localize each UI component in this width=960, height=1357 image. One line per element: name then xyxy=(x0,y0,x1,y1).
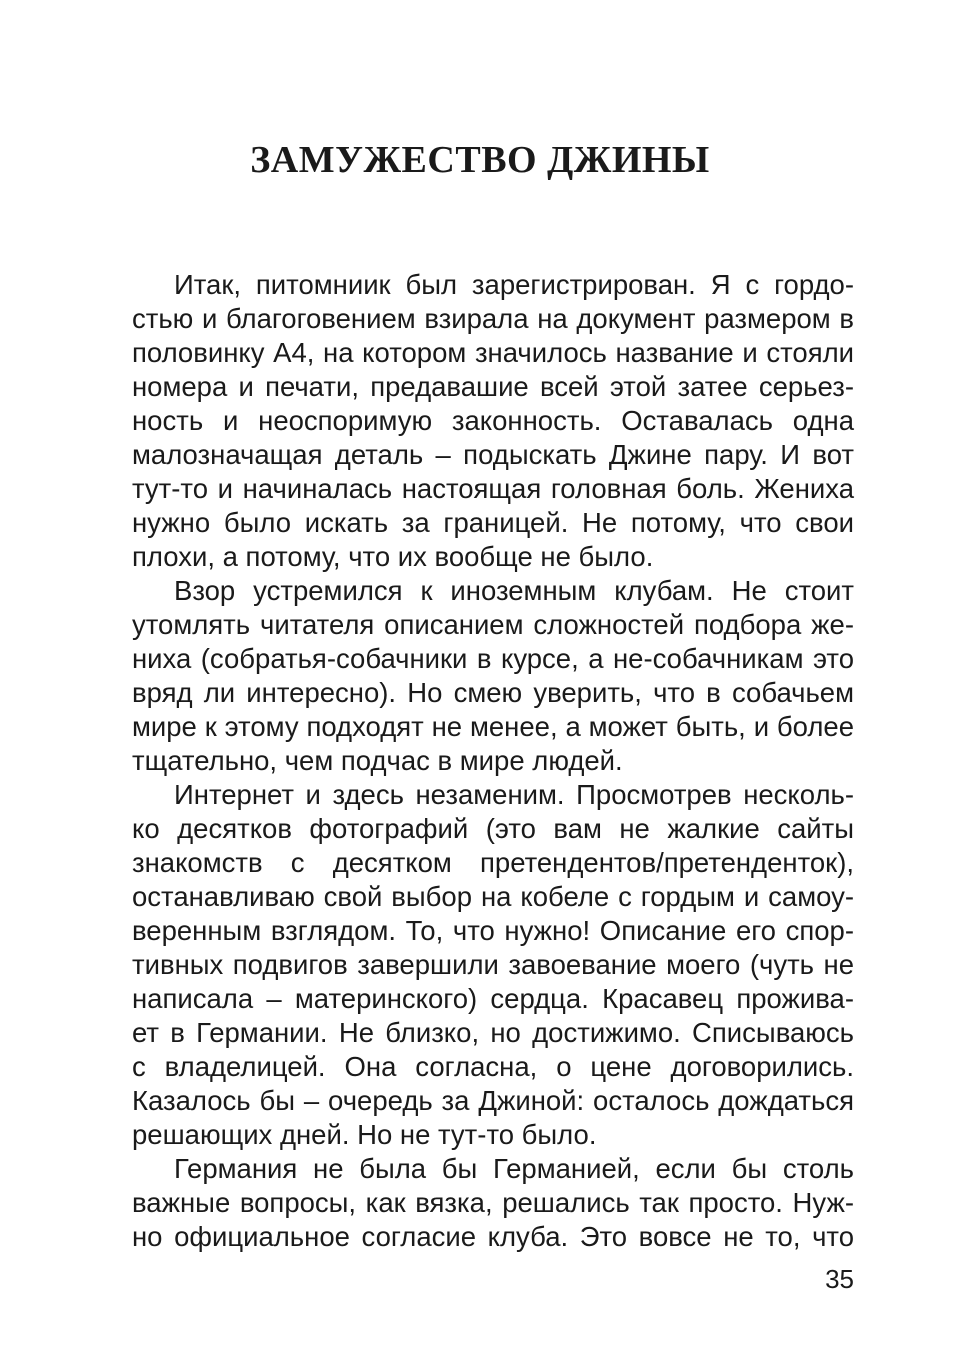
text-line: написала – материнского) сердца. Красавец прожива- xyxy=(132,983,854,1014)
text-line: знакомств с десятком претендентов/претенденток), xyxy=(132,847,854,878)
text-line: нужно было искать за границей. Не потому, что свои xyxy=(132,507,854,538)
text-line: тут-то и начиналась настоящая головная боль. Жениха xyxy=(132,473,854,504)
text-line: Германия не была бы Германией, если бы столь xyxy=(174,1153,854,1184)
text-line: важные вопросы, как вязка, решались так просто. Нуж- xyxy=(132,1187,854,1218)
text-line: ко десятков фотографий (это вам не жалкие сайты xyxy=(132,813,854,844)
text-line: Казалось бы – очередь за Джиной: осталось дождаться xyxy=(132,1085,854,1116)
text-line: номера и печати, предавашие всей этой затее серьез- xyxy=(132,371,854,402)
chapter-title: ЗАМУЖЕСТВО ДЖИНЫ xyxy=(250,139,710,181)
chapter-body xyxy=(132,268,854,1254)
text-line: малозначащая деталь – подыскать Джине пару. И вот xyxy=(132,439,854,470)
text-line: решающих дней. Но не тут-то было. xyxy=(132,1119,597,1150)
text-line: тщательно, чем подчас в мире людей. xyxy=(132,745,623,776)
text-line: вряд ли интересно). Но смею уверить, что в собачьем xyxy=(132,677,854,708)
text-line: но официальное согласие клуба. Это вовсе не то, что xyxy=(132,1221,854,1252)
text-line: половинку А4, на котором значилось название и стояли xyxy=(132,337,854,368)
text-line: Итак, питомниик был зарегистрирован. Я с гордо- xyxy=(174,269,854,300)
text-line: плохи, а потому, что их вообще не было. xyxy=(132,541,654,572)
page-number: 35 xyxy=(825,1264,854,1294)
text-line: останавливаю свой выбор на кобеле с гордым и самоу- xyxy=(132,881,854,912)
text-line: утомлять читателя описанием сложностей подбора же- xyxy=(132,609,854,640)
text-line: Взор устремился к иноземным клубам. Не стоит xyxy=(174,575,854,606)
text-line: мире к этому подходят не менее, а может быть, и более xyxy=(132,711,854,742)
text-line: Интернет и здесь незаменим. Просмотрев несколь- xyxy=(174,779,854,810)
text-line: ет в Германии. Не близко, но достижимо. Списываюсь xyxy=(132,1017,854,1048)
text-line: ниха (собратья-собачники в курсе, а не-собачникам это xyxy=(132,643,854,674)
text-line: ность и неоспоримую законность. Оставалась одна xyxy=(132,405,854,436)
text-line: веренным взглядом. То, что нужно! Описание его спор- xyxy=(132,915,854,946)
text-line: стью и благоговением взирала на документ размером в xyxy=(132,303,854,334)
text-line: тивных подвигов завершили завоевание моего (чуть не xyxy=(132,949,854,980)
text-line: с владелицей. Она согласна, о цене договорились. xyxy=(132,1051,854,1082)
